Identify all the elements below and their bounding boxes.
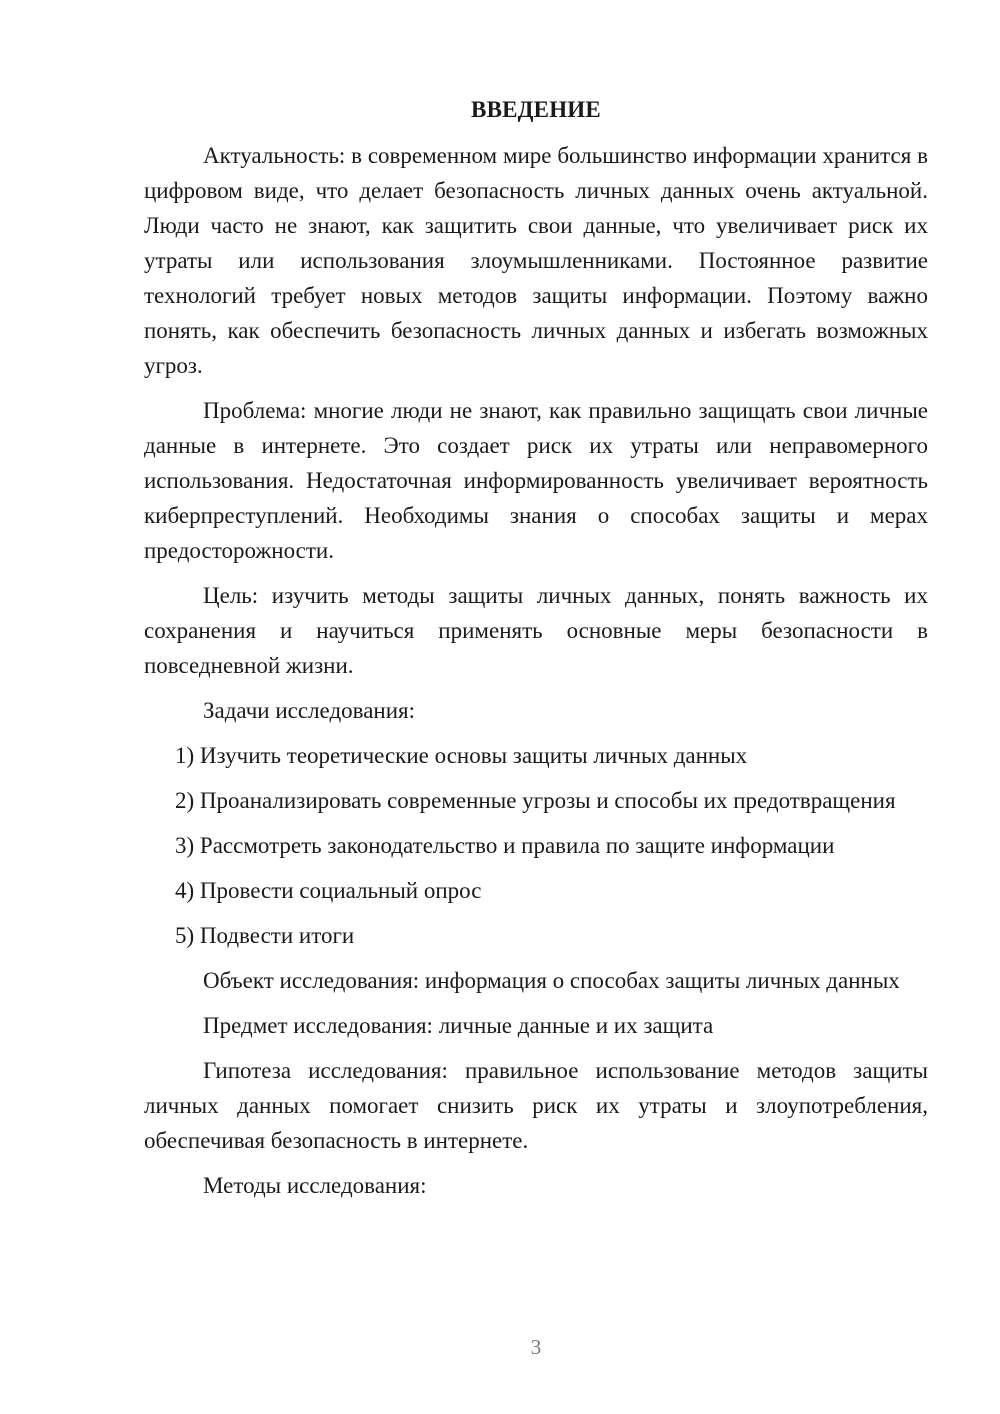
task-item-3: 3) Рассмотреть законодательство и правила по защите информации (175, 833, 835, 858)
problem-paragraph: Проблема: многие люди не знают, как правильно защищать свои личные данные в интернете. Это создает риск их утраты или неправомерного использования. Недостаточная информированность увеличивает вероятность киберпреступлений. Необходимы знания о способах защиты и мерах предосторожности. (144, 398, 928, 563)
task-item-2: 2) Проанализировать современные угрозы и способы их предотвращения (175, 788, 896, 813)
subject-paragraph: Предмет исследования: личные данные и их защита (203, 1013, 714, 1038)
task-item-4: 4) Провести социальный опрос (175, 878, 482, 903)
tasks-heading: Задачи исследования: (203, 698, 416, 723)
page-body (144, 92, 928, 1203)
relevance-paragraph: Актуальность: в современном мире большинство информации хранится в цифровом виде, что делает безопасность личных данных очень актуальной. Люди часто не знают, как защитить свои данные, что увеличивает риск их утраты или использования злоумышленниками. Постоянное развитие технологий требует новых методов защиты информации. Поэтому важно понять, как обеспечить безопасность личных данных и избегать возможных угроз. (144, 143, 928, 378)
task-item-1: 1) Изучить теоретические основы защиты личных данных (175, 743, 748, 768)
hypothesis-paragraph: Гипотеза исследования: правильное использование методов защиты личных данных помогает снизить риск их утраты и злоупотребления, обеспечивая безопасность в интернете. (144, 1058, 928, 1153)
page-number: 3 (530, 1335, 542, 1359)
task-item-5: 5) Подвести итоги (175, 923, 355, 948)
section-title: ВВЕДЕНИЕ (471, 97, 601, 122)
object-paragraph: Объект исследования: информация о способах защиты личных данных (203, 968, 900, 993)
goal-paragraph: Цель: изучить методы защиты личных данных, понять важность их сохранения и научиться применять основные меры безопасности в повседневной жизни. (144, 583, 928, 678)
methods-heading: Методы исследования: (203, 1173, 427, 1198)
